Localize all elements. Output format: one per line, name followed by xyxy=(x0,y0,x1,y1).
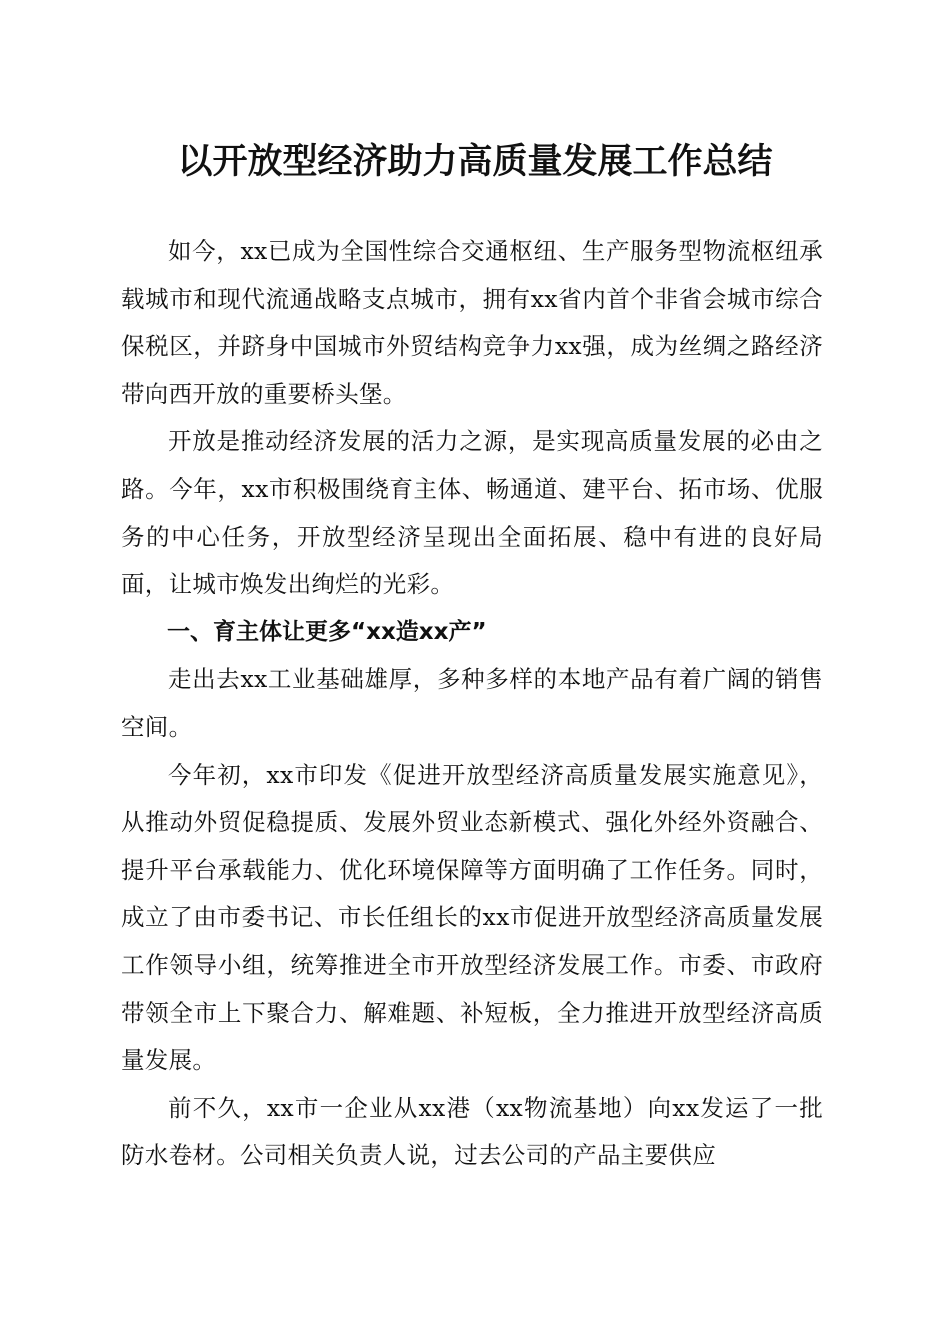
document-body xyxy=(121,228,823,1180)
paragraph-section-2: 今年初，xx市印发《促进开放型经济高质量发展实施意见》，从推动外贸促稳提质、发展外贸业态新模式、强化外经外资融合、提升平台承载能力、优化环境保障等方面明确了工作任务。同时，成立了由市委书记、市长任组长的xx市促进开放型经济高质量发展工作领导小组，统筹推进全市开放型经济发展工作。市委、市政府带领全市上下聚合力、解难题、补短板，全力推进开放型经济高质量发展。 xyxy=(121,760,823,1075)
document-title: 以开放型经济助力高质量发展工作总结 xyxy=(177,141,773,182)
paragraph-section-3: 前不久，xx市一企业从xx港（xx物流基地）向xx发运了一批防水卷材。公司相关负责人说，过去公司的产品主要供应 xyxy=(121,1093,823,1170)
paragraph-section-1: 走出去xx工业基础雄厚，多种多样的本地产品有着广阔的销售空间。 xyxy=(121,665,823,741)
paragraph-intro: 如今，xx已成为全国性综合交通枢纽、生产服务型物流枢纽承载城市和现代流通战略支点城市，拥有xx省内首个非省会城市综合保税区，并跻身中国城市外贸结构竞争力xx强，成为丝绸之路经济带向西开放的重要桥头堡。 xyxy=(121,237,823,408)
paragraph-opening: 开放是推动经济发展的活力之源，是实现高质量发展的必由之路。今年，xx市积极围绕育主体、畅通道、建平台、拓市场、优服务的中心任务，开放型经济呈现出全面拓展、稳中有进的良好局面，让城市焕发出绚烂的光彩。 xyxy=(121,427,823,599)
section-heading: 一、育主体让更多“xx造xx产” xyxy=(167,618,487,645)
